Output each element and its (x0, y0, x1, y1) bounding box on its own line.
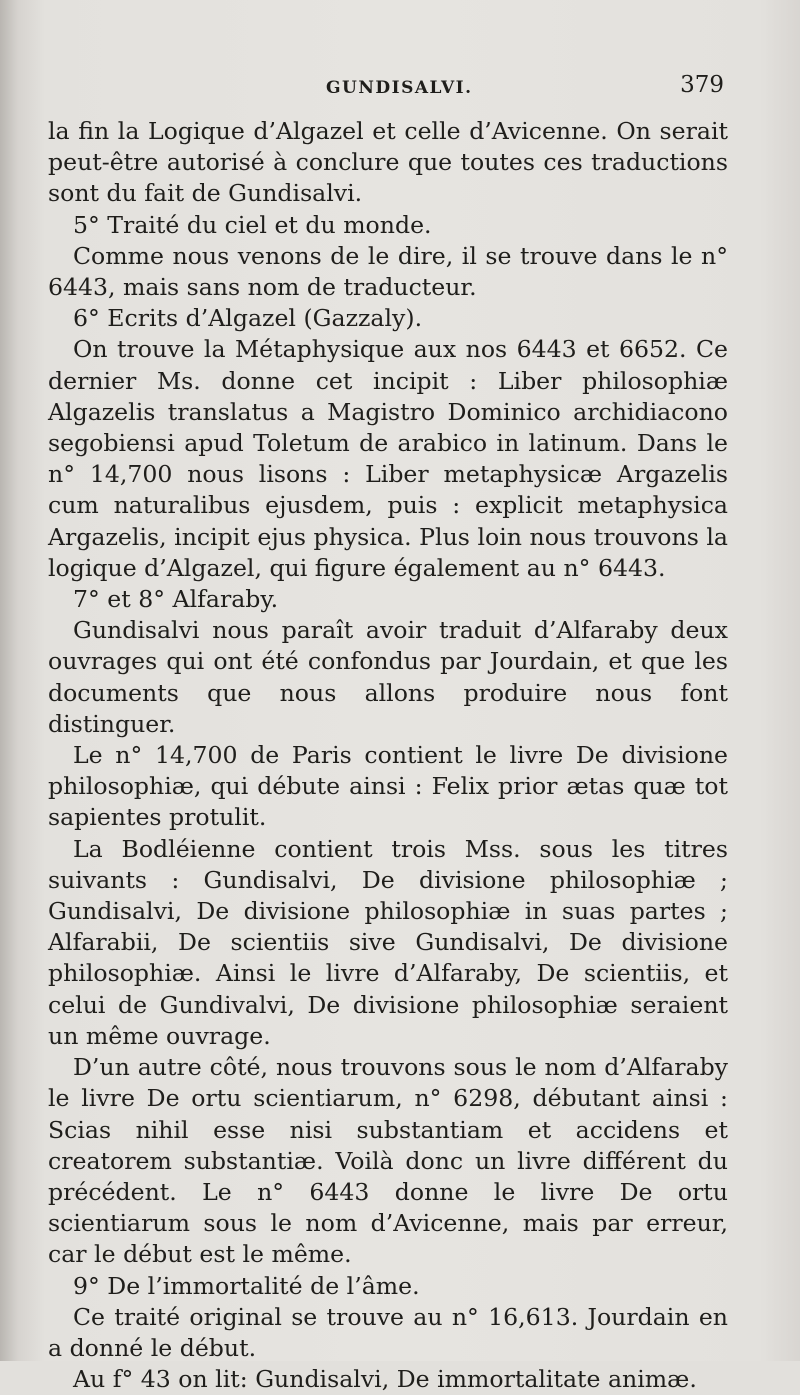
section-heading: 7° et 8° Alfaraby. (73, 585, 279, 614)
paragraph: On trouve la Métaphysique aux nos 6443 et 6652. Ce dernier Ms. donne cet incipit : Liber philosophiæ Algazelis translatus a Magistro Dominico archidiacono segobiensi apud Toletum de arabico in latinum. Dans le n° 14,700 nous lisons : Liber metaphysicæ Argazelis cum naturalibus ejusdem, puis : explicit metaphysica Argazelis, incipit ejus physica. Plus loin nous trouvons la logique d’Algazel, qui figure également au n° 6443. (48, 335, 728, 582)
paragraph: D’un autre côté, nous trouvons sous le nom d’Alfaraby le livre De ortu scientiarum, n° 6298, débutant ainsi : Scias nihil esse nisi substantiam et accidens et creatorem substantiæ. Voilà donc un livre différent du précédent. Le n° 6443 donne le livre De ortu scientiarum sous le nom d’Avicenne, mais par erreur, car le début est le même. (48, 1053, 728, 1269)
paragraph: Gundisalvi nous paraît avoir traduit d’Alfaraby deux ouvrages qui ont été confondus par Jourdain, et que les documents que nous allons produire nous font distinguer. (48, 616, 728, 738)
section-heading: 9° De l’immortalité de l’âme. (73, 1271, 420, 1300)
section-heading: 6° Ecrits d’Algazel (Gazzaly). (73, 304, 423, 333)
body-text (48, 116, 728, 1395)
paragraph: La Bodléienne contient trois Mss. sous les titres suivants : Gundisalvi, De divisione philosophiæ ; Gundisalvi, De divisione philosophiæ in suas partes ; Alfarabii, De scientiis sive Gundisalvi, De divisione philosophiæ. Ainsi le livre d’Alfaraby, De scientiis, et celui de Gundivalvi, De divisione philosophiæ seraient un même ouvrage. (48, 834, 728, 1050)
paragraph: Comme nous venons de le dire, il se trouve dans le n° 6443, mais sans nom de traducteur. (48, 241, 728, 302)
page-header (0, 72, 800, 104)
running-title: GUNDISALVI. (326, 78, 473, 98)
page-number: 379 (680, 72, 724, 98)
paragraph: Ce traité original se trouve au n° 16,613. Jourdain en a donné le début. (48, 1302, 728, 1362)
paragraph: Au f° 43 on lit: Gundisalvi, De immortalitate animæ. (73, 1365, 697, 1394)
paragraph: Le n° 14,700 de Paris contient le livre De divisione philosophiæ, qui débute ainsi : Felix prior ætas quæ tot sapientes protulit. (48, 741, 728, 832)
paragraph: la fin la Logique d’Algazel et celle d’Avicenne. On serait peut-être autorisé à conclure que toutes ces traductions sont du fait de Gundisalvi. (48, 117, 728, 208)
section-heading: 5° Traité du ciel et du monde. (73, 210, 432, 239)
